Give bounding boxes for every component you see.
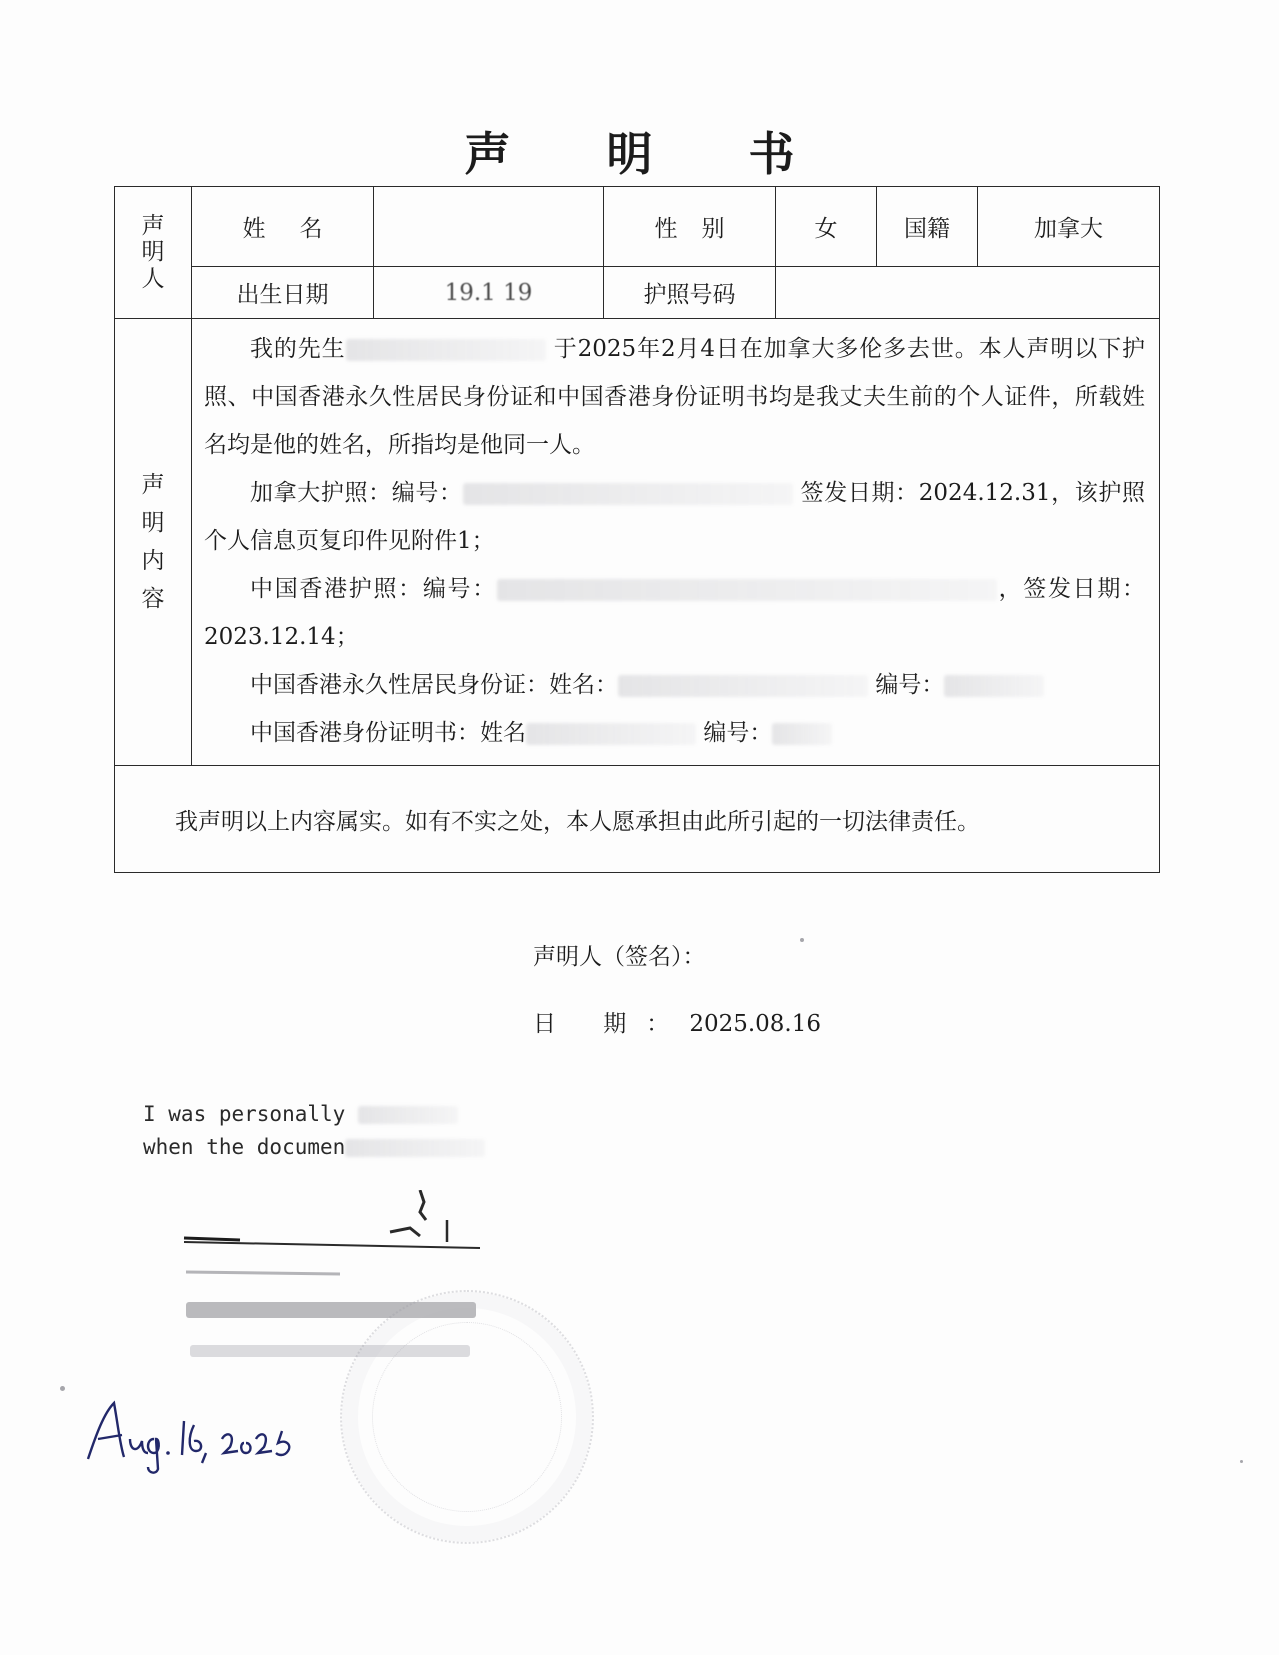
- gender-label-cell: [604, 187, 776, 267]
- content-header-char: 容: [141, 586, 165, 612]
- notary-line-2: [143, 1131, 485, 1164]
- scan-speck: [800, 938, 804, 942]
- declarant-header-char: 人: [141, 265, 165, 292]
- declaration-content: [192, 319, 1160, 766]
- gender-value: 女: [814, 216, 838, 242]
- passport-label-cell: [604, 267, 776, 319]
- paragraph-text: 编号：: [875, 672, 945, 698]
- paragraph-text: 我的先生: [250, 336, 346, 362]
- date-line: [533, 1005, 821, 1038]
- declarant-header-char: 明: [141, 239, 165, 266]
- dob-value-cell: [374, 267, 604, 319]
- content-paragraph-2: [204, 469, 1145, 565]
- paragraph-text: 签发日期：2024.12.31，该护照个人信息页复印件见附件1；: [204, 480, 1146, 554]
- footer-text: 我声明以上内容属实。如有不实之处，本人愿承担由此所引起的一切法律责任。: [175, 808, 980, 835]
- document-title: 声 明 书: [464, 127, 835, 181]
- date-label: 日 期：: [533, 1011, 690, 1037]
- content-header-char: 声: [141, 472, 165, 498]
- nationality-value-cell: [978, 187, 1160, 267]
- redacted-text: [463, 483, 793, 505]
- scan-speck: [1240, 1460, 1243, 1463]
- paragraph-text: ，签发日期：2023.12.14；: [204, 576, 1145, 650]
- content-paragraph-3: [204, 565, 1145, 661]
- notary-seal: [340, 1290, 594, 1544]
- passport-label: 护照号码: [643, 282, 736, 308]
- redacted-text: [346, 339, 546, 361]
- redacted-text: [772, 723, 832, 745]
- redacted-text: [526, 723, 696, 745]
- paragraph-text: 中国香港永久性居民身份证：姓名：: [250, 672, 618, 698]
- dob-value: 19.1 19: [444, 279, 533, 306]
- declaration-footer: [115, 766, 1160, 873]
- signature-line: [533, 938, 706, 971]
- notary-line-text: I was personally: [143, 1102, 346, 1126]
- gender-value-cell: [776, 187, 877, 267]
- signature-label: 声明人（签名）：: [533, 944, 706, 970]
- dob-label: 出生日期: [236, 282, 329, 308]
- content-paragraph-5: [204, 709, 1145, 757]
- nationality-label-cell: [877, 187, 978, 267]
- paragraph-text: 编号：: [703, 720, 773, 746]
- paragraph-text: 加拿大护照：编号：: [250, 480, 463, 506]
- passport-value-cell: [776, 267, 1160, 319]
- redacted-text: [497, 579, 997, 601]
- redacted-text: [345, 1139, 485, 1157]
- paragraph-text: 中国香港护照：编号：: [250, 576, 497, 602]
- handwritten-date: [84, 1395, 304, 1475]
- notary-line-text: when the documen: [143, 1135, 346, 1159]
- notary-line-1: [143, 1098, 485, 1131]
- scan-speck: [60, 1386, 65, 1391]
- dob-label-cell: [192, 267, 374, 319]
- name-label-cell: [192, 187, 374, 267]
- redacted-text: [944, 675, 1044, 697]
- name-value-cell: [374, 187, 604, 267]
- declarant-header-char: 声: [141, 212, 165, 239]
- nationality-value: 加拿大: [1034, 216, 1103, 242]
- declarant-header: [115, 187, 192, 319]
- content-header: [115, 319, 192, 766]
- name-label: 姓名: [242, 216, 357, 242]
- date-value: 2025.08.16: [689, 1011, 822, 1037]
- redacted-text: [618, 675, 868, 697]
- paragraph-text: 中国香港身份证明书：姓名: [250, 720, 526, 746]
- content-header-char: 明: [141, 510, 165, 536]
- content-paragraph-4: [204, 661, 1145, 709]
- content-header-char: 内: [141, 548, 165, 574]
- paragraph-text: 于2025年2月4日在加拿大多伦多去世。本人声明以下护照、中国香港永久性居民身份证和中国香港身份证明书均是我丈夫生前的个人证件，所载姓名均是他的姓名，所指均是他同一人。: [204, 336, 1145, 458]
- gender-label: 性别: [654, 216, 749, 242]
- nationality-label: 国籍: [904, 216, 950, 242]
- declaration-table: [114, 186, 1160, 873]
- content-paragraph-1: [204, 325, 1145, 469]
- redacted-text: [358, 1106, 458, 1124]
- notary-statement: [143, 1098, 485, 1164]
